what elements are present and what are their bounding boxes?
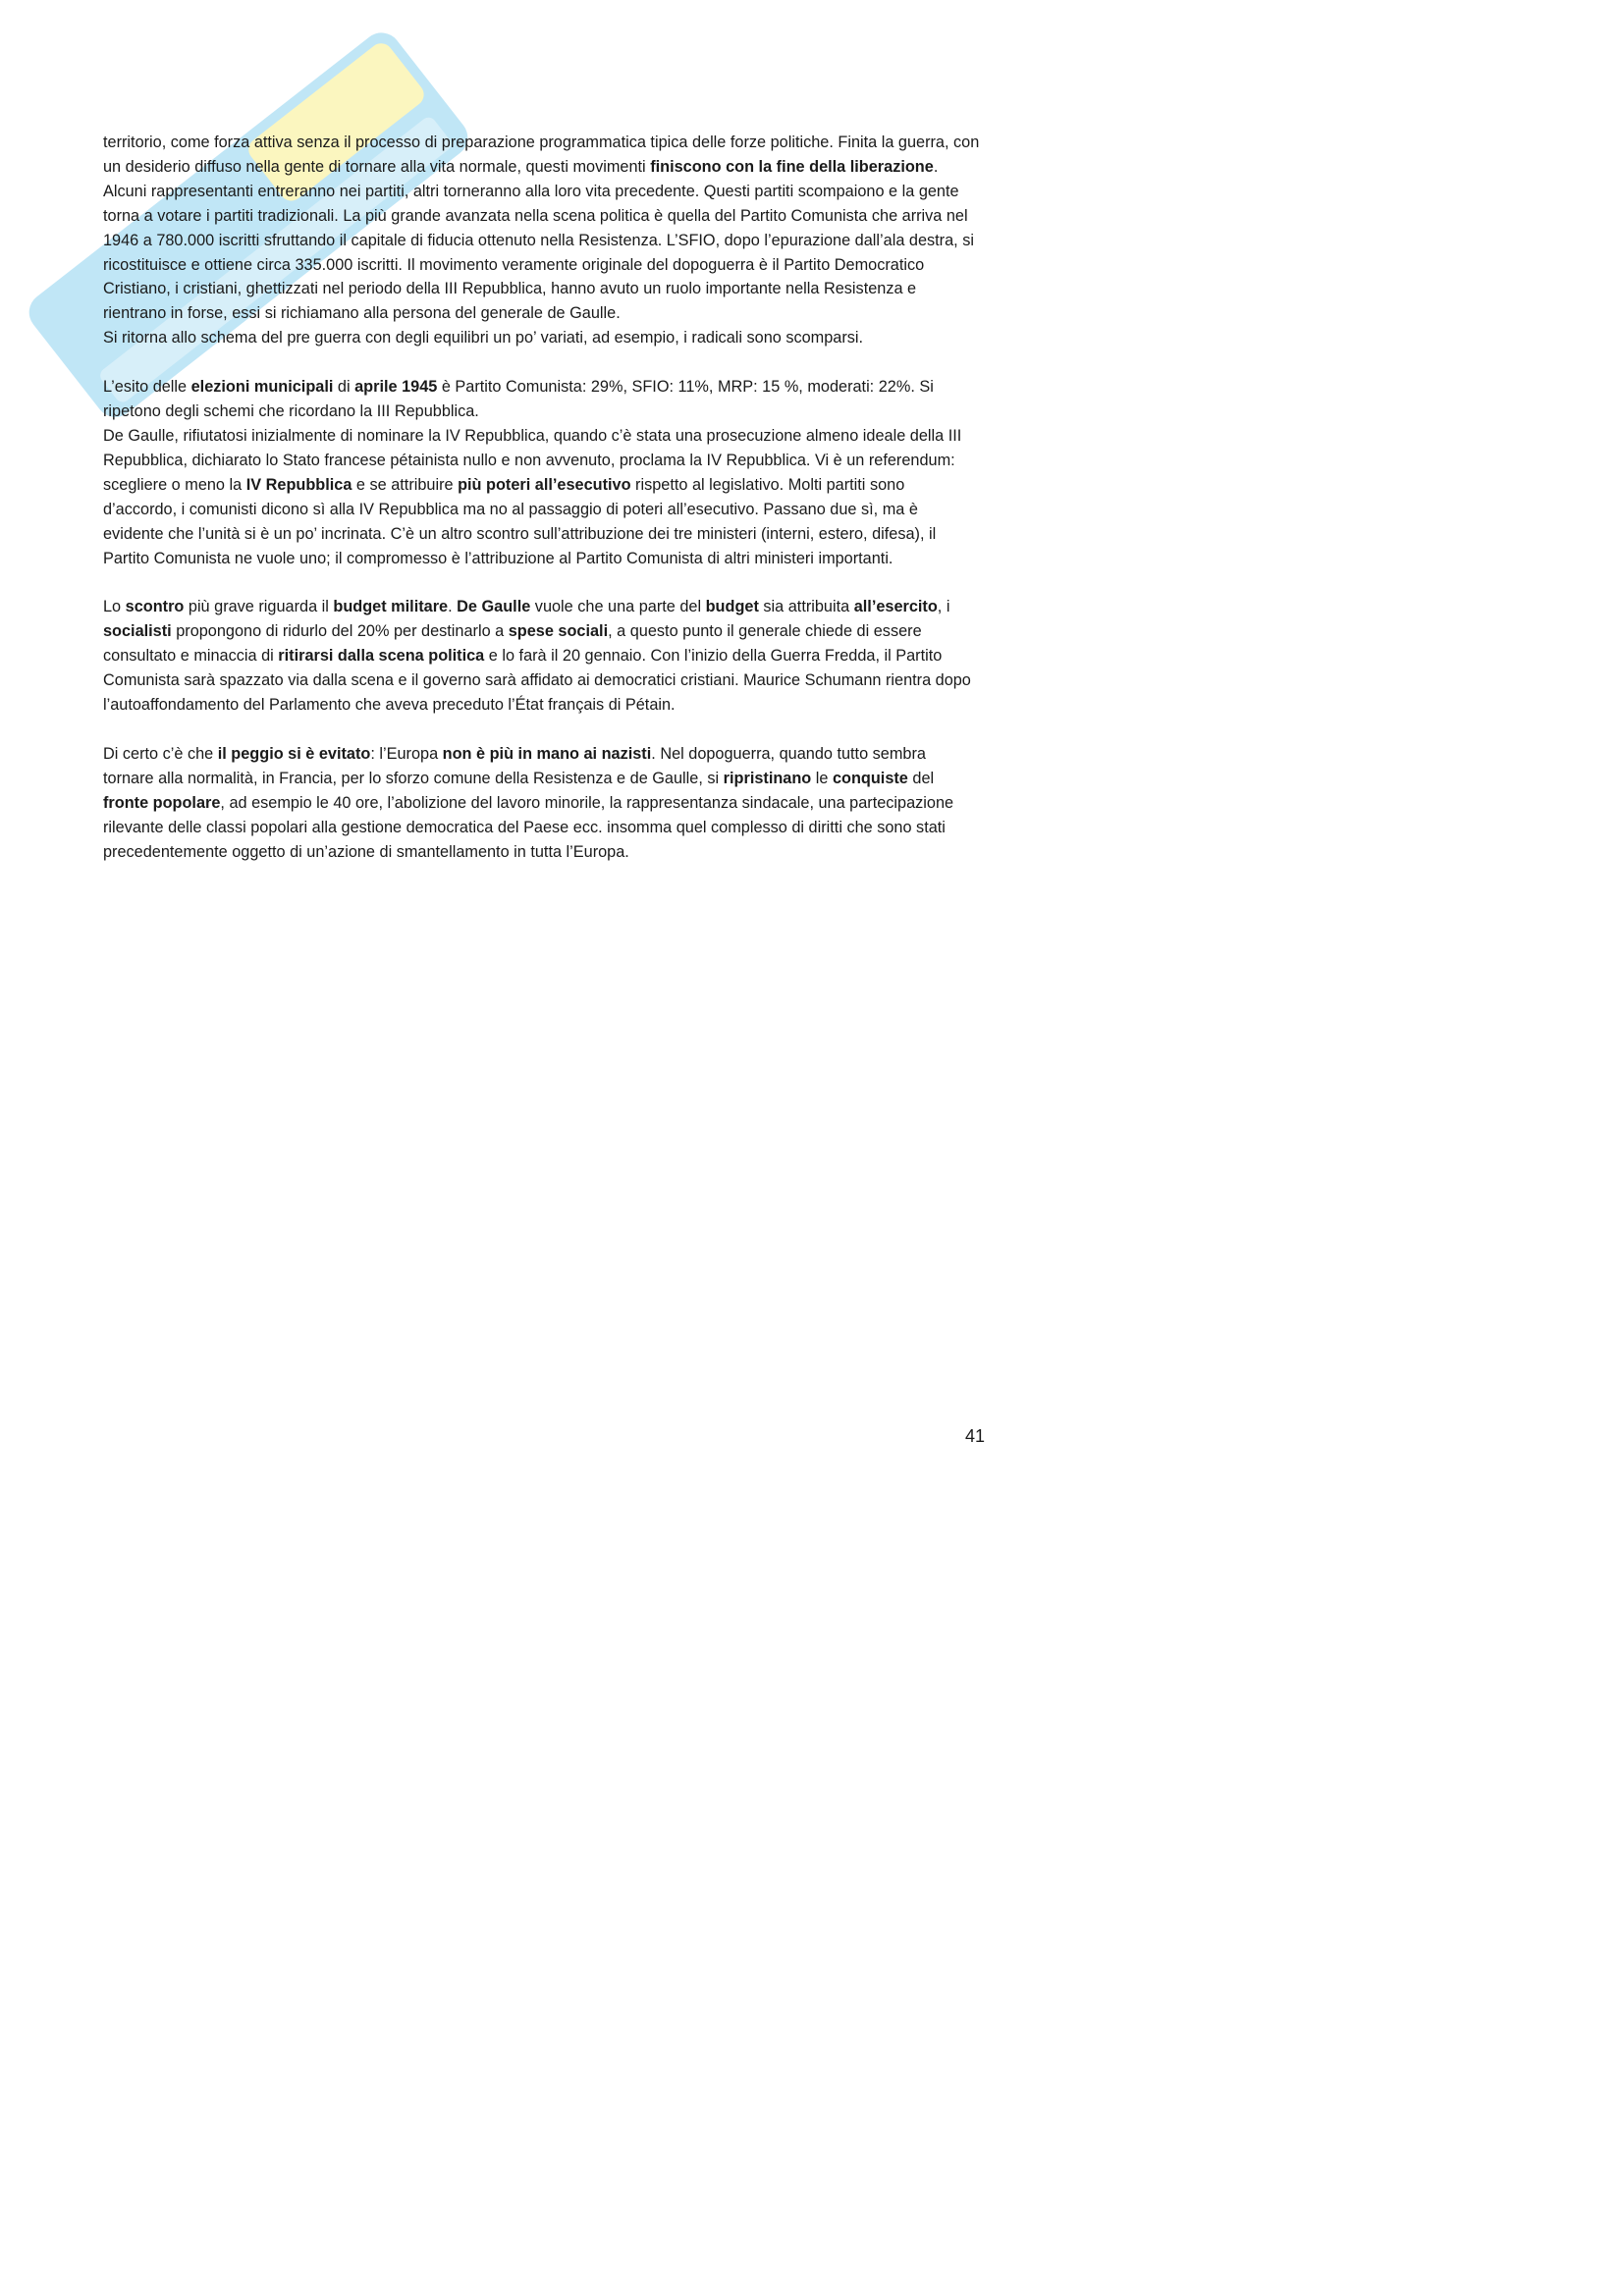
- text-run: rispetto al legislativo. Molti partiti sono d’accordo, i comunisti dicono sì alla IV Repubblica ma no al passaggio di poteri all’esecutivo. Passano due sì, ma è evidente che l’unità si è un po’ incrinata. C’è un altro scontro sull’attribuzione dei tre ministeri (interni, estero, difesa), il Partito Comunista ne vuole uno; il compromesso è l’attribuzione al Partito Comunista di altri ministeri importanti.: [103, 475, 937, 567]
- text-run: , ad esempio le 40 ore, l’abolizione del lavoro minorile, la rappresentanza sindacale, una partecipazione rilevante delle classi popolari alla gestione democratica del Paese ecc. insomma quel complesso di diritti che sono stati precedentemente oggetto di un’azione di smantellamento in tutta l’Europa.: [103, 793, 954, 861]
- text-run: sia attribuita: [758, 598, 854, 616]
- document-body: [103, 131, 980, 864]
- bold-text: ritirarsi dalla scena politica: [278, 647, 485, 666]
- paragraph: [103, 326, 980, 350]
- text-run: del: [907, 769, 935, 787]
- text-run: De Gaulle, rifiutatosi inizialmente di nominare la IV Repubblica, quando c’è stata una prosecuzione almeno ideale della III Repubblica, dichiarato lo Stato francese pétainista nullo e non avvenuto, proclama la IV Repubblica. Vi è un referendum: scegliere o meno la: [103, 426, 962, 494]
- text-run: più grave riguarda il: [184, 598, 334, 616]
- page-number: 41: [964, 1426, 985, 1446]
- paragraph: [103, 375, 980, 424]
- text-run: Si ritorna allo schema del pre guerra con degli equilibri un po’ variati, ad esempio, i radicali sono scomparsi.: [103, 329, 864, 347]
- text-run: L’esito delle: [103, 378, 191, 397]
- bold-text: budget militare: [333, 598, 449, 616]
- text-run: , a questo punto il generale chiede di essere consultato e minaccia di: [103, 622, 922, 666]
- paragraph: [103, 742, 980, 865]
- bold-text: elezioni municipali: [190, 378, 334, 397]
- text-run: : l’Europa: [370, 744, 443, 763]
- bold-text: De Gaulle: [457, 598, 531, 616]
- bold-text: fronte popolare: [103, 793, 221, 812]
- text-run: Lo: [103, 598, 126, 616]
- text-run: , i: [937, 598, 950, 616]
- bold-text: aprile 1945: [354, 378, 438, 397]
- paragraph: [103, 424, 980, 570]
- text-run: . Alcuni rappresentanti entreranno nei partiti, altri torneranno alla loro vita precedente. Questi partiti scompaiono e la gente torna a votare i partiti tradizionali. La più grande avanzata nella scena politica è quella del Partito Comunista che arriva nel 1946 a 780.000 iscritti sfruttando il capitale di fiducia ottenuto nella Resistenza. L’SFIO, dopo l’epurazione dall’ala destra, si ricostituisce e ottiene circa 335.000 iscritti. Il movimento veramente originale del dopoguerra è il Partito Democratico Cristiano, i cristiani, ghettizzati nel periodo della III Repubblica, hanno avuto un ruolo importante nella Resistenza e rientrano in forse, essi si richiamano alla persona del generale de Gaulle.: [103, 157, 974, 323]
- bold-text: non è più in mano ai nazisti: [442, 744, 652, 763]
- text-run: propongono di ridurlo del 20% per destinarlo a: [171, 622, 509, 641]
- text-run: . Nel dopoguerra, quando tutto sembra tornare alla normalità, in Francia, per lo sforzo comune della Resistenza e de Gaulle, si: [103, 744, 926, 787]
- text-run: è Partito Comunista: 29%, SFIO: 11%, MRP: 15 %, moderati: 22%. Si ripetono degli schemi che ricordano la III Repubblica.: [103, 378, 934, 421]
- bold-text: all’esercito: [853, 598, 938, 616]
- bold-text: più poteri all’esecutivo: [458, 475, 631, 494]
- text-run: di: [333, 378, 355, 397]
- text-run: .: [448, 598, 458, 616]
- text-run: Di certo c’è che: [103, 744, 218, 763]
- bold-text: finiscono con la fine della liberazione: [650, 157, 934, 176]
- bold-text: socialisti: [103, 622, 172, 641]
- text-run: e se attribuire: [352, 475, 459, 494]
- bold-text: ripristinano: [723, 769, 812, 787]
- bold-text: spese sociali: [508, 622, 609, 641]
- bold-text: budget: [705, 598, 759, 616]
- bold-text: il peggio si è evitato: [217, 744, 371, 763]
- bold-text: IV Repubblica: [245, 475, 352, 494]
- paragraph: [103, 595, 980, 718]
- text-run: territorio, come forza attiva senza il processo di preparazione programmatica tipica delle forze politiche. Finita la guerra, con un desiderio diffuso nella gente di tornare alla vita normale, questi movimenti: [103, 133, 980, 176]
- paragraph: [103, 131, 980, 326]
- text-run: vuole che una parte del: [530, 598, 706, 616]
- bold-text: conquiste: [832, 769, 908, 787]
- bold-text: scontro: [125, 598, 185, 616]
- text-run: le: [811, 769, 833, 787]
- text-run: e lo farà il 20 gennaio. Con l’inizio della Guerra Fredda, il Partito Comunista sarà spazzato via dalla scena e il governo sarà affidato ai democratici cristiani. Maurice Schumann rientra dopo l’autoaffondamento del Parlamento che aveva preceduto l’État français di Pétain.: [103, 647, 971, 715]
